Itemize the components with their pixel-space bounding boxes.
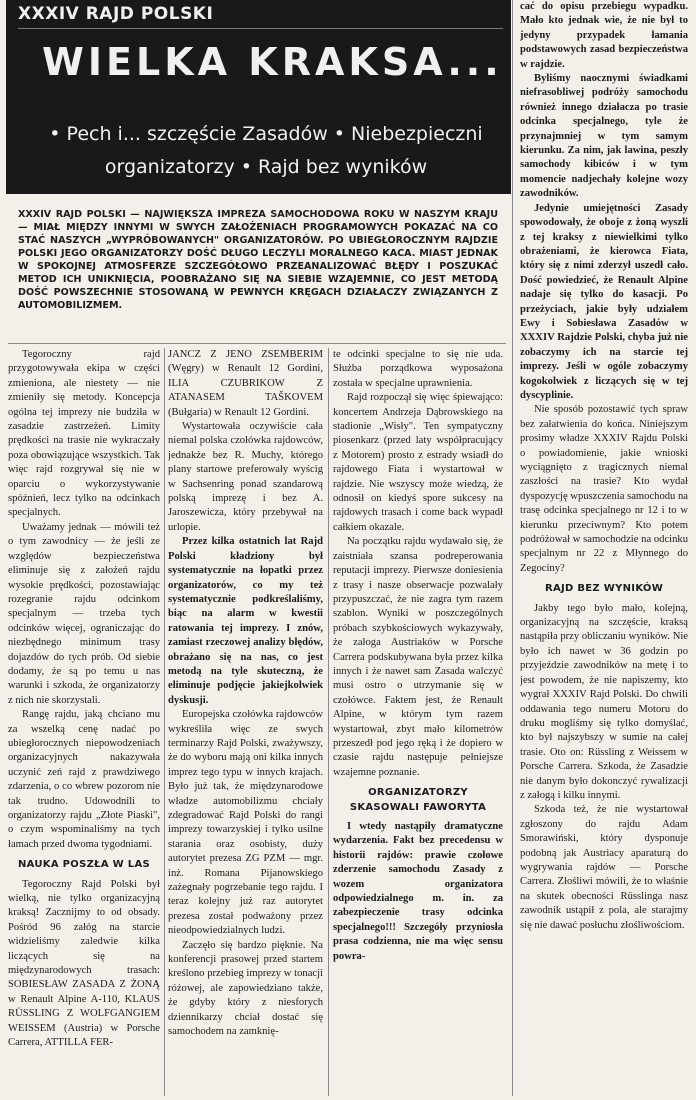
paragraph: cać do opisu przebiegu wypadku. Mało kto jednak wie, że nie był to jedyny przypadek łamania podstawowych zasad bezpieczeństwa w rajdzie. [520, 1, 688, 70]
column-divider-3 [512, 0, 513, 1096]
paragraph: Wystartowała oczywiście cała niemal polska czołówka rajdowców, jednakże bez R. Muchy, którego plany startowe preferowały wyścig w Sachsenring ponad szandarową polską imprezę i bez A. Jaroszewicza, który przebywał na urlopie. [168, 421, 323, 533]
paragraph: Przez kilka ostatnich lat Rajd Polski kładziony był systematycznie na łopatki przez organizatorów, co my też systematycznie podkreślaliśmy, biąc na alarm w kwestii ratowania tej imprezy. I znów, zamiast rzeczowej analizy błędów, obrażano się na nas, co jest metodą na tyle skuteczną, że eliminuje podjęcie jakiejkolwiek dyskusji. [168, 536, 323, 706]
article-column-2 [168, 348, 323, 1096]
column-divider-1 [164, 348, 165, 1096]
paragraph: Na początku rajdu wydawało się, że zaistniała szansa podreperowania reputacji imprezy. Pierwsze doniesienia z trasy i nasze obserwacje pozwalały przypuszczać, że nie zagra tym razem szablon. Wyniki w poszczególnych próbach szybkościowych wykazywały, że załoga Austriaków w Porsche Carrera podskubywana była przez kilka innych i że nawet sam Zasada walczyć musi ostro o utrzymanie się w czołówce. Faktem jest, że Renault Alpine, w którym tym razem wystartował, zbyt mało kilometrów przeszedł pod jego ręką i że dopiero w czasie rajdu następuje pełniejsze wzajemne poznanie. [333, 536, 503, 778]
paragraph: JANCZ Z JENO ZSEMBERIM (Węgry) w Renault 12 Gordini, ILIA CZUBRIKOW Z ATANASEM TAŠKOVEM (Bułgaria) w Renault 12 Gordini. [168, 349, 323, 418]
article-headline: WIELKA KRAKSA... [42, 40, 503, 84]
article-column-3 [333, 348, 503, 1096]
paragraph: Tegoroczny rajd przygotowywała ekipa w części zmieniona, ale niestety — nie zmieniły się metody. Koncepcja ogólna tej imprezy nie budziła w zasadzie zastrzeżeń. Limity prędkości na trasie nie wykraczały poza obowiązujące wszystkich. Tak więc rajd rozgrywał się nie w oparciu o wykorzystywanie spóźnień, lecz tylko na odcinkach specjalnych. [8, 349, 160, 519]
kicker-rule [18, 28, 503, 29]
paragraph: Jedynie umiejętności Zasady spowodowały, że oboje z żoną wyszli z tej kraksy z niewielkimi tylko obrażeniami, że kierowca Fiata, który się z nimi zderzył uszedł cało. Dość powiedzieć, że Renault Alpine nadaje się tylko do kasacji. Po przeżyciach, jakie były udziałem Ewy i Sobiesława Zasadów w XXXIV Rajdzie Polski, chyba już nie zobaczymy ich na starcie tej imprezy. Jeśli w ogóle zobaczymy kogokolwiek z liczących się w tej dyscyplinie. [520, 202, 688, 401]
article-column-4 [520, 0, 688, 1096]
article-header [6, 0, 511, 194]
paragraph: Rangę rajdu, jaką chciano mu za wszelką cenę nadać po ubiegłorocznych niepowodzeniach organizacyjnych nakazywała uczynić zeń rajd z prawdziwego zdarzenia, o co wbrew pozorom nie tak trudno. Udowodnili to organizatorzy rajdu „Złote Piaski", o czym wspominaliśmy na tych łamach przed dwoma tygodniami. [8, 709, 160, 850]
section-heading: ORGANIZATORZY SKASOWALI FAWORYTA [349, 787, 487, 813]
article-column-1 [8, 348, 160, 1096]
paragraph: Jakby tego było mało, kolejną, organizacyjną na szczęście, kraksą nastąpiła przy obliczaniu wyników. Nie było ich nawet w 36 godzin po przyjeździe zawodników na metę i to jest powodem, że nie napiszemy, kto wygrał XXXIV Rajd Polski. Do chwili oddawania tego numeru Motoru do druku mogliśmy się tylko domyślać, kto był najszybszy w sumie na całej trasie. Oto on: Rüssling z Weissem w Porsche Carrera. Szkoda, że Zasadzie nie danym było dokonczyć rywalizacji z załogą i kilku innymi. [520, 602, 688, 801]
paragraph: Rajd rozpoczął się więc śpiewająco: koncertem Andrzeja Dąbrowskiego na stadionie „Wisły". Ten sympatyczny piosenkarz (przed laty współpracujący z Motorem) prosto z estrady wsiadł do rajdowego Fiata i wystartował w rajdzie. Nie wszyscy może wiedzą, że odnosił on kiedyś spore sukcesy na rajdowych trasach i come back wypadł całkiem okazale. [333, 392, 503, 533]
section-heading: NAUKA POSZŁA W LAS [17, 859, 151, 871]
paragraph: Nie sposób pozostawić tych spraw bez załatwienia do końca. Niniejszym prosimy władze XXXIV Rajdu Polski o powiadomienie, jakie wnioski wyciągnięto z tragicznych niemal zaszłości na trasie? Kto wydał dyspozycję wpuszczenia samochodu na trasę odcinka specjalnego nr 12 i to w kierunku przeciwnym? Kto potem podróżował w samochodzie na odcinku specjalnym nr 22 z Młynnego do Zegociny? [520, 404, 688, 574]
article-subhead: • Pech i... szczęście Zasadów • Niebezpieczni organizatorzy • Rajd bez wyników [49, 123, 483, 178]
article-lead: XXXIV RAJD POLSKI — NAJWIĘKSZA IMPREZA SAMOCHODOWA ROKU W NASZYM KRAJU — MIAŁ MIĘDZY INNYMI W SWYCH ZAŁOŻENIACH PROGRAMOWYCH POKAZAĆ NA CO STAĆ NASZYCH „WYPRÓBOWANYCH" ORGANIZATORÓW. PO UBIEGŁOROCZNYM RAJDZIE POLSKI JEGO ORGANIZATORZY DOŚĆ DŁUGO LECZYLI MORALNEGO KACA. MIAST JEDNAK W SPOKOJNEJ ATMOSFERZE SZCZEGÓŁOWO PRZEANALIZOWAĆ BŁĘDY I POSZUKAĆ METOD ICH UNIKNIĘCIA, POOBRAŻANO SIĘ NA SIEBIE WZAJEMNIE, CO JEST METODĄ DOŚĆ POWSZECHNIE STOSOWANĄ W PEWNYCH KRĘGACH DZIAŁACZY ZWIĄZANYCH Z AUTOMOBILIZMEM. [18, 209, 498, 311]
paragraph: Zaczęło się bardzo pięknie. Na konferencji prasowej przed startem kreślono przebieg imprezy w tonacji różowej, ale zapowiedziano także, że gdyby który z niesforych dziennikarzy chciał dostać się samochodem na zamknię- [168, 939, 323, 1038]
section-heading: RAJD BEZ WYNIKÓW [544, 583, 664, 595]
paragraph: Byliśmy naocznymi świadkami niefrasobliwej podróży samochodu również innego działacza po trasie odcinka specjalnego, tyle że przynajmniej w tym samym kierunku. Za nim, jak lawina, peszły samochody kibiców i w tym momencie nadjechały kolejne wozy zawodników. [520, 73, 688, 200]
lead-divider [8, 343, 506, 344]
column-divider-2 [328, 348, 329, 1096]
paragraph: te odcinki specjalne to się nie uda. Służba porządkowa wyposażona została w specjalne uprawnienia. [333, 349, 503, 389]
article-kicker: XXXIV RAJD POLSKI [18, 4, 214, 24]
paragraph: Szkoda też, że nie wystartował zgłoszony do rajdu Adam Smorawiński, który dysponuje podobną jak Austriacy aparaturą do wygrywania rajdów — Porsche Carrera. Złośliwi mówili, że to właśnie na skutek obecności Rüsslinga nasz zawodnik ustąpił z pola, ale starajmy się nie dawać posłuchu złośliwościom. [520, 804, 688, 931]
paragraph: Uważamy jednak — mówili też o tym zawodnicy — że jeśli ze względów bezpieczeństwa eliminuje się z założeń rajdu wysokie prędkości, pozostawiając rozegranie rajdu odcinkom specjalnym — trzeba tych odcinków więcej, ograniczając do niezbędnego minimum trasy dojazdów do tych prób. Od siebie dodamy, że są po temu u nas warunki i szkoda, że organizatorzy z nich nie skorzystali. [8, 521, 160, 706]
paragraph: Europejska czołówka rajdowców wykreśliła więc ze swych terminarzy Rajd Polski, zważywszy, że do wyboru mają oni kilka innych imprez tego typu w innych krajach. Było już tak, że międzynarodowe władze automobilizmu chciały zdegradować Rajd Polski do rangi imprezy towarzyskiej i tylko usilne starania oraz osobisty, duży autorytet prezesa ZG PZM — mgr. inż. Romana Pijanowskiego zażegnały pogrzebanie tego rajdu. I teraz kolejny już raz autorytet prezesa został podważony przez nieodpowiedzialnych ludzi. [168, 709, 323, 937]
paragraph: Tegoroczny Rajd Polski był wielką, nie tylko organizacyjną kraksą! Zacznijmy to od obsady. Pośród 96 załóg na starcie widzieliśmy zaledwie kilka liczących się na międzynarodowych trasach: SOBIESŁAW ZASADA Z ŻONĄ w Renault Alpine A-110, KLAUS RÜSSLING Z WOLFGANGIEM WEISSEM (Austria) w Porsche Carrera, ATTILLA FER- [8, 878, 160, 1049]
paragraph: I wtedy nastąpiły dramatyczne wydarzenia. Fakt bez precedensu w historii rajdów: prawie czołowe zderzenie samochodu Zasady z wozem organizatora odpowiedzialnego m. in. za zabezpieczenie trasy odcinka specjalnego!!! Szczegóły przyniosła prasa codzienna, nie ma więc sensu powra- [333, 821, 503, 962]
